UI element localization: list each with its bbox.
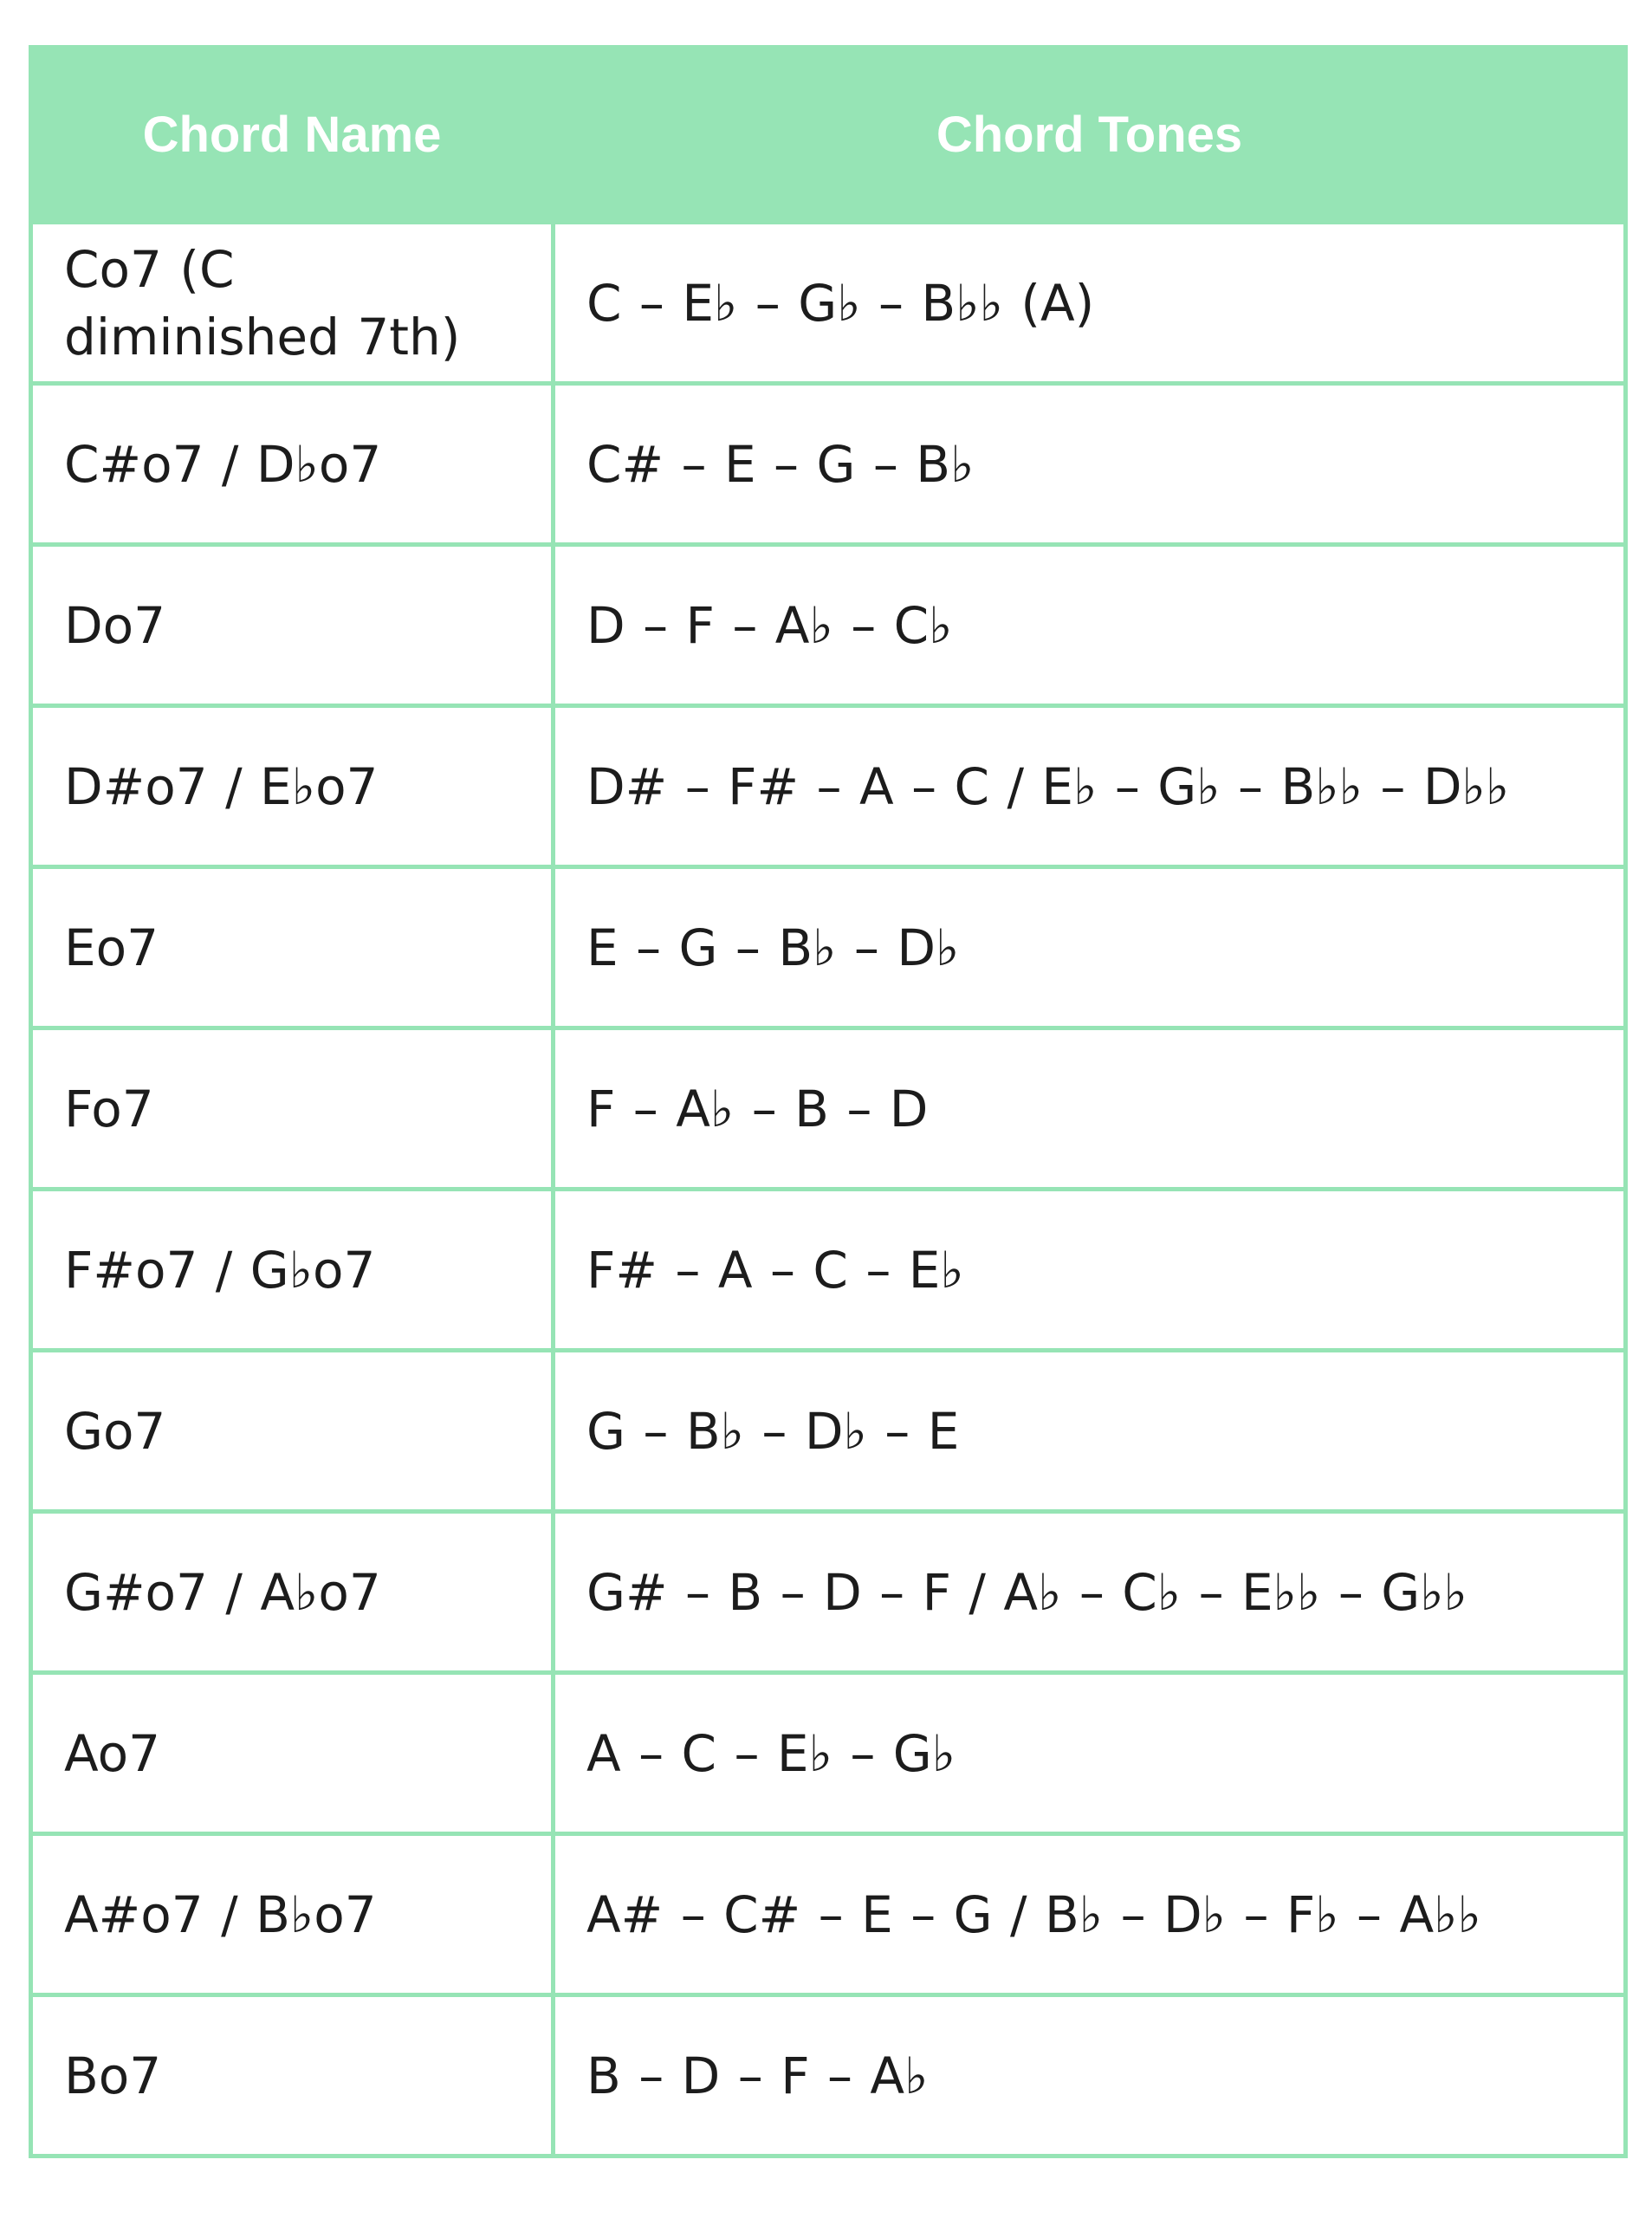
- table-row: [31, 1190, 1626, 1351]
- chord-tones-cell: D# – F# – A – C / E♭ – G♭ – B♭♭ – D♭♭: [554, 706, 1626, 867]
- chord-name-cell: Co7 (C diminished 7th): [31, 222, 554, 384]
- chord-tones-cell: G – B♭ – D♭ – E: [554, 1351, 1626, 1512]
- chord-name-cell: Fo7: [31, 1028, 554, 1190]
- chord-tones-cell: B – D – F – A♭: [554, 1995, 1626, 2156]
- table-row: [31, 1351, 1626, 1512]
- chord-tones-cell: G# – B – D – F / A♭ – C♭ – E♭♭ – G♭♭: [554, 1512, 1626, 1673]
- chord-tones-cell: C# – E – G – B♭: [554, 384, 1626, 545]
- chord-name-cell: Bo7: [31, 1995, 554, 2156]
- chord-name-cell: Eo7: [31, 867, 554, 1028]
- chord-name-cell: C#o7 / D♭o7: [31, 384, 554, 545]
- header-chord-tones: Chord Tones: [554, 48, 1626, 223]
- chord-name-cell: Ao7: [31, 1673, 554, 1834]
- chord-tones-cell: A# – C# – E – G / B♭ – D♭ – F♭ – A♭♭: [554, 1834, 1626, 1995]
- chord-name-cell: Go7: [31, 1351, 554, 1512]
- header-row: [31, 48, 1626, 223]
- chord-name-cell: D#o7 / E♭o7: [31, 706, 554, 867]
- chord-tones-cell: E – G – B♭ – D♭: [554, 867, 1626, 1028]
- header-chord-name: Chord Name: [31, 48, 554, 223]
- chord-tones-cell: C – E♭ – G♭ – B♭♭ (A): [554, 222, 1626, 384]
- table-row: [31, 1673, 1626, 1834]
- chord-name-cell: F#o7 / G♭o7: [31, 1190, 554, 1351]
- chord-tones-cell: F – A♭ – B – D: [554, 1028, 1626, 1190]
- table-row: [31, 706, 1626, 867]
- table-row: [31, 1995, 1626, 2156]
- table-row: [31, 222, 1626, 384]
- table-row: [31, 1834, 1626, 1995]
- table-row: [31, 545, 1626, 706]
- table-row: [31, 1028, 1626, 1190]
- chord-tones-cell: A – C – E♭ – G♭: [554, 1673, 1626, 1834]
- table-row: [31, 867, 1626, 1028]
- chord-tones-cell: F# – A – C – E♭: [554, 1190, 1626, 1351]
- chord-tones-cell: D – F – A♭ – C♭: [554, 545, 1626, 706]
- diminished-chord-table: [29, 45, 1628, 2158]
- chord-name-cell: A#o7 / B♭o7: [31, 1834, 554, 1995]
- table-row: [31, 384, 1626, 545]
- chord-name-cell: Do7: [31, 545, 554, 706]
- chord-name-cell: G#o7 / A♭o7: [31, 1512, 554, 1673]
- table-row: [31, 1512, 1626, 1673]
